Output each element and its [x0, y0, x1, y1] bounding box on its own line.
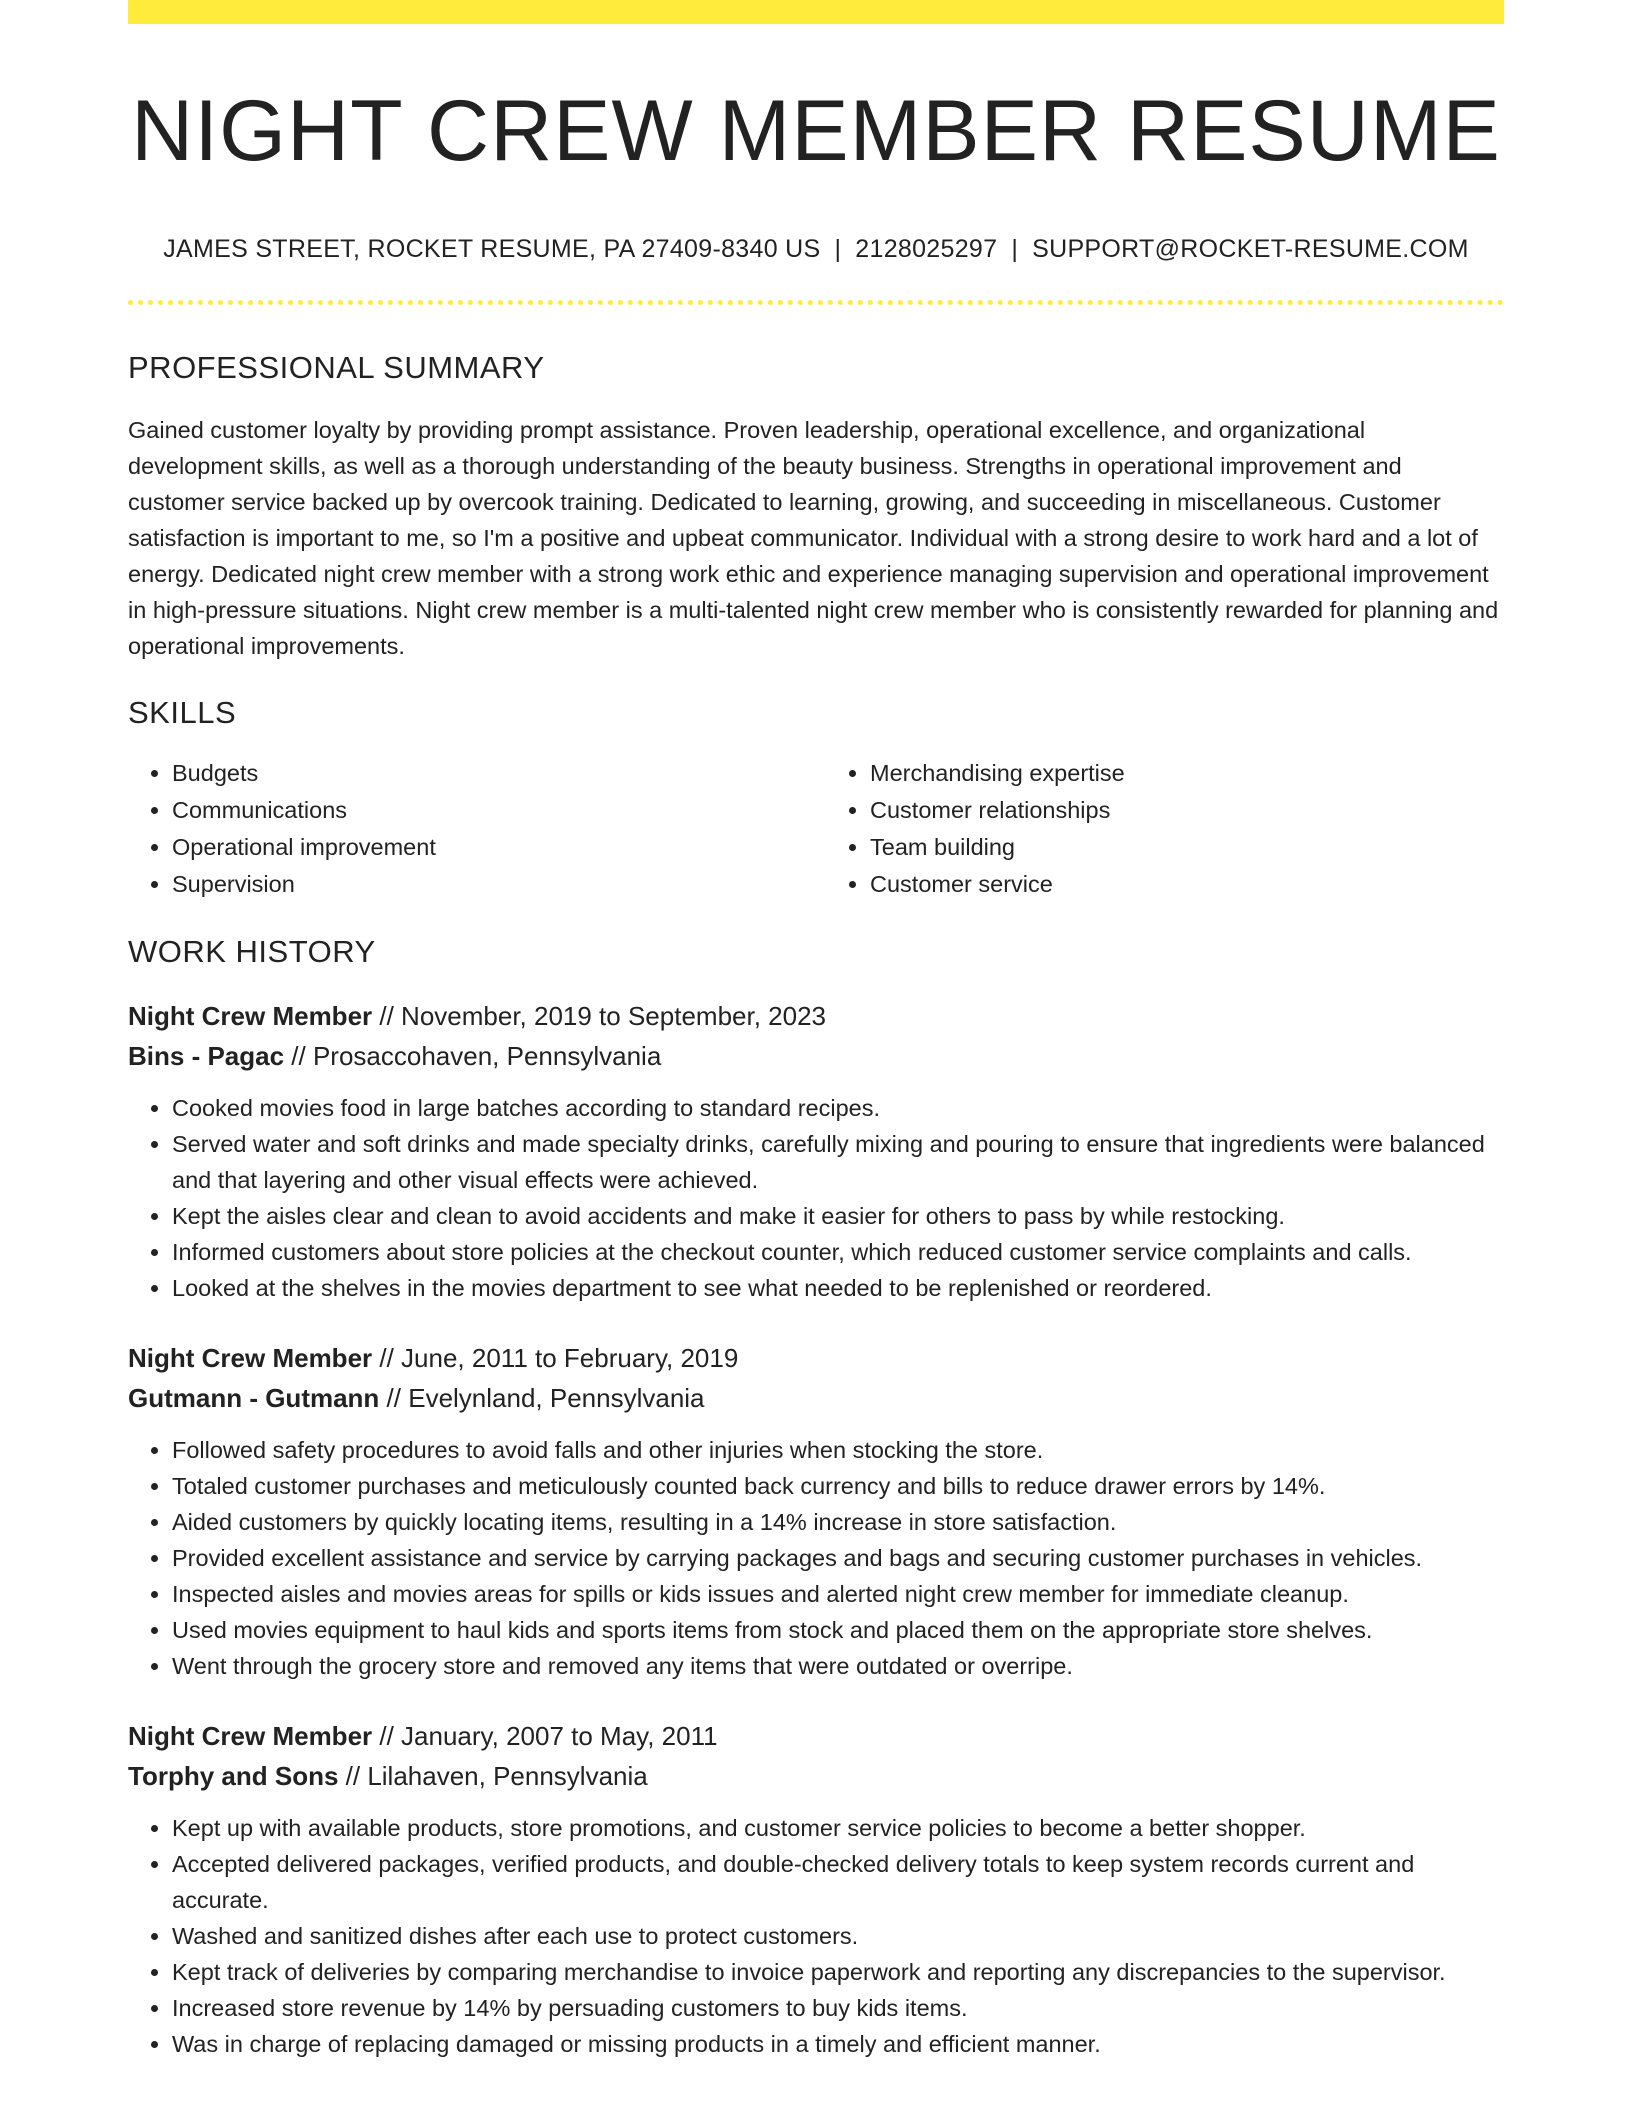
job-bullet: • Inspected aisles and movies areas for spills or kids issues and alerted night crew member for immediate cleanup.	[172, 1576, 1504, 1612]
job-bullet: • Informed customers about store policies at the checkout counter, which reduced customer service complaints and calls.	[172, 1234, 1504, 1270]
job-company: Gutmann - Gutmann	[128, 1383, 380, 1414]
skill-item: • Customer service	[870, 866, 1504, 903]
job-bullet: • Increased store revenue by 14% by persuading customers to buy kids items.	[172, 1990, 1504, 2026]
job-bullet: • Washed and sanitized dishes after each use to protect customers.	[172, 1918, 1504, 1954]
job-bullet: • Was in charge of replacing damaged or missing products in a timely and efficient manner.	[172, 2026, 1504, 2062]
job-title-line	[128, 996, 1504, 1036]
skill-item: • Operational improvement	[172, 829, 806, 866]
job-entry	[128, 996, 1504, 1306]
job-bullet: • Provided excellent assistance and service by carrying packages and bags and securing customer purchases in vehicles.	[172, 1540, 1504, 1576]
job-bullet: • Cooked movies food in large batches according to standard recipes.	[172, 1090, 1504, 1126]
job-bullet: • Looked at the shelves in the movies department to see what needed to be replenished or reordered.	[172, 1270, 1504, 1306]
contact-separator: |	[1011, 234, 1019, 263]
job-company: Bins - Pagac	[128, 1041, 285, 1072]
skill-item: • Supervision	[172, 866, 806, 903]
skills-column-left	[128, 755, 806, 903]
work-history-heading: WORK HISTORY	[128, 933, 376, 969]
job-bullet: • Used movies equipment to haul kids and sports items from stock and placed them on the appropriate store shelves.	[172, 1612, 1504, 1648]
job-location: // Lilahaven, Pennsylvania	[338, 1761, 648, 1792]
contact-line	[128, 234, 1504, 264]
skill-item: • Customer relationships	[870, 792, 1504, 829]
job-entry	[128, 1716, 1504, 2062]
job-title: Night Crew Member	[128, 1001, 373, 1032]
job-bullet: • Accepted delivered packages, verified products, and double-checked delivery totals to keep system records current and accurate.	[172, 1846, 1504, 1918]
dotted-divider	[128, 300, 1504, 305]
skill-item: • Team building	[870, 829, 1504, 866]
job-location: // Evelynland, Pennsylvania	[379, 1383, 705, 1414]
job-entry	[128, 1338, 1504, 1684]
summary-heading: PROFESSIONAL SUMMARY	[128, 349, 545, 385]
job-bullets	[128, 1810, 1504, 2062]
job-bullet: • Kept the aisles clear and clean to avoid accidents and make it easier for others to pass by while restocking.	[172, 1198, 1504, 1234]
job-bullet: • Went through the grocery store and removed any items that were outdated or overripe.	[172, 1648, 1504, 1684]
skills-list	[128, 755, 1504, 903]
contact-address: JAMES STREET, ROCKET RESUME, PA 27409-8340 US	[163, 234, 821, 263]
skills-column-right	[826, 755, 1504, 903]
job-company-line	[128, 1036, 1504, 1076]
job-company-line	[128, 1378, 1504, 1418]
contact-email[interactable]: SUPPORT@ROCKET-RESUME.COM	[1032, 234, 1469, 263]
skill-item: • Merchandising expertise	[870, 755, 1504, 792]
job-dates: // November, 2019 to September, 2023	[372, 1001, 827, 1032]
job-title-line	[128, 1338, 1504, 1378]
job-title: Night Crew Member	[128, 1343, 373, 1374]
job-location: // Prosaccohaven, Pennsylvania	[284, 1041, 662, 1072]
job-title: Night Crew Member	[128, 1721, 373, 1752]
skill-item: • Communications	[172, 792, 806, 829]
job-title-line	[128, 1716, 1504, 1756]
job-bullets	[128, 1432, 1504, 1684]
resume-title: NIGHT CREW MEMBER RESUME	[131, 83, 1501, 179]
job-bullet: • Aided customers by quickly locating items, resulting in a 14% increase in store satisfaction.	[172, 1504, 1504, 1540]
job-bullets	[128, 1090, 1504, 1306]
top-accent-bar	[128, 0, 1504, 24]
contact-separator: |	[834, 234, 842, 263]
contact-phone: 2128025297	[855, 234, 998, 263]
job-bullet: • Totaled customer purchases and meticulously counted back currency and bills to reduce drawer errors by 14%.	[172, 1468, 1504, 1504]
resume-page	[128, 0, 1504, 2062]
summary-text: Gained customer loyalty by providing prompt assistance. Proven leadership, operational excellence, and organizational development skills, as well as a thorough understanding of the beauty business. Strengths in operational improvement and customer service backed up by overcook training. Dedicated to learning, growing, and succeeding in miscellaneous. Customer satisfaction is important to me, so I'm a positive and upbeat communicator. Individual with a strong desire to work hard and a lot of energy. Dedicated night crew member with a strong work ethic and experience managing supervision and operational improvement in high-pressure situations. Night crew member is a multi-talented night crew member who is consistently rewarded for planning and operational improvements.	[128, 416, 1499, 659]
skills-heading: SKILLS	[128, 694, 237, 730]
job-company: Torphy and Sons	[128, 1761, 339, 1792]
job-bullet: • Kept up with available products, store promotions, and customer service policies to become a better shopper.	[172, 1810, 1504, 1846]
job-company-line	[128, 1756, 1504, 1796]
job-dates: // January, 2007 to May, 2011	[372, 1721, 718, 1752]
job-bullet: • Kept track of deliveries by comparing merchandise to invoice paperwork and reporting any discrepancies to the supervisor.	[172, 1954, 1504, 1990]
job-bullet: • Served water and soft drinks and made specialty drinks, carefully mixing and pouring to ensure that ingredients were balanced and that layering and other visual effects were achieved.	[172, 1126, 1504, 1198]
skill-item: • Budgets	[172, 755, 806, 792]
job-dates: // June, 2011 to February, 2019	[372, 1343, 739, 1374]
job-bullet: • Followed safety procedures to avoid falls and other injuries when stocking the store.	[172, 1432, 1504, 1468]
